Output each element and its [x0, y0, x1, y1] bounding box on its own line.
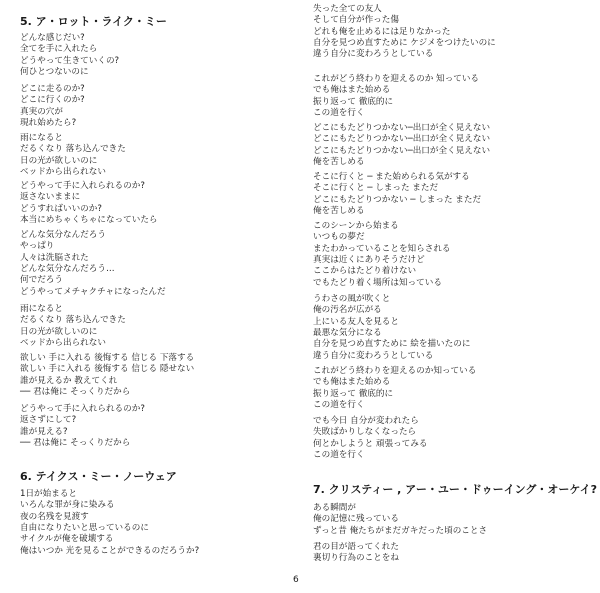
lyric-line: サイクルが俺を破壊する	[20, 534, 114, 545]
lyric-line: そこに行くと ─ しまった まただ	[313, 183, 439, 194]
lyric-line: でもたどり着く場所は知っている	[313, 277, 442, 288]
lyric-line: 俺の汚名が広がる	[313, 305, 382, 316]
song-title: 7. クリスティー , アー・ユー・ドゥーイング・オーケイ?	[313, 483, 597, 496]
lyric-line: どれも俺を止めるには足りなかった	[313, 26, 451, 37]
lyric-line: この道を行く	[313, 449, 365, 460]
lyric-line: どこにもたどりつかない ─ しまった まただ	[313, 194, 482, 205]
lyric-line: 返さないままに	[20, 192, 81, 203]
lyric-line: どこに行くのか?	[20, 95, 85, 106]
lyric-line: 俺を苦しめる	[313, 156, 365, 167]
lyric-line: 1日が始まると	[20, 489, 78, 499]
lyric-line: そこに行くと ─ また始められる気がする	[313, 172, 470, 182]
lyric-line: どんな感じだい?	[20, 33, 85, 43]
lyric-line: ベッドから出られない	[20, 337, 106, 348]
lyric-line: どんな気分なんだろう	[20, 230, 106, 240]
lyric-line: 返さずにして?	[20, 415, 77, 426]
lyric-line: でも俺はまた始める	[313, 85, 391, 96]
lyric-line: 失敗ばかりしなくなったら	[313, 427, 417, 438]
lyric-line: そして自分が作った傷	[313, 15, 399, 26]
lyric-line: 日の光が欲しいのに	[20, 326, 98, 337]
lyric-line: 違う自分に変わろうとしている	[313, 49, 434, 60]
lyric-line: 自分を見つめ直すために 絵を描いたのに	[313, 339, 471, 350]
lyric-line: 俺の記憶に残っている	[313, 514, 399, 525]
lyric-line: ここからはたどり着けない	[313, 266, 417, 277]
lyric-line: でも俺はまた始める	[313, 377, 391, 388]
lyric-line: 何でだろう	[20, 275, 63, 286]
lyric-line: 俺を苦しめる	[313, 205, 365, 216]
lyric-line: 裏切り行為のことをね	[313, 553, 399, 564]
lyric-line: 誰が見えるか 教えてくれ	[20, 375, 118, 386]
lyric-line: これがどう終わりを迎えるのか知っている	[313, 366, 477, 376]
lyric-line: だるくなり 落ち込んできた	[20, 144, 126, 155]
lyric-line: 失った全ての友人	[313, 4, 382, 14]
lyric-line: この道を行く	[313, 399, 365, 410]
lyric-line: 上にいる友人を見ると	[313, 316, 399, 327]
lyric-line: でも今日 自分が変われたら	[313, 416, 419, 426]
lyric-line: 何ひとつないのに	[20, 66, 89, 77]
lyric-line: 現れ始めたら?	[20, 117, 77, 128]
lyric-line: 自由になりたいと思っているのに	[20, 522, 149, 533]
lyric-line: 雨になると	[20, 133, 63, 143]
lyric-line: 欲しい 手に入れる 後悔する 信じる 下落する	[20, 353, 195, 363]
lyric-line: 振り返って 徹底的に	[313, 388, 394, 399]
lyric-line: 何とかしようと 頑張ってみる	[313, 438, 428, 449]
lyric-line: いつもの夢だ	[313, 232, 365, 243]
lyric-line: 全てを手に入れたら	[20, 44, 98, 55]
lyric-line: うわさの風が吹くと	[313, 294, 391, 304]
lyric-line: ある瞬間が	[313, 503, 356, 513]
lyric-line: 最悪な気分になる	[313, 327, 382, 338]
lyric-line: 日の光が欲しいのに	[20, 155, 98, 166]
lyric-line: 真実は近くにありそうだけど	[313, 254, 425, 265]
lyric-line: どうやってメチャクチャになったんだ	[20, 286, 166, 297]
lyric-line: 雨になると	[20, 304, 63, 314]
lyric-line: このシーンから始まる	[313, 221, 399, 231]
lyric-line: どうやって手に入れられるのか?	[20, 404, 145, 414]
lyric-line: どんな気分なんだろう…	[20, 263, 115, 274]
lyric-line: どこにもたどりつかない─出口が全く見えない	[313, 134, 491, 145]
song-title: 5. ア・ロット・ライク・ミー	[20, 15, 167, 28]
lyric-line: ずっと昔 俺たちがまだガキだった頃のことさ	[313, 525, 488, 536]
lyric-line: いろんな罪が身に染みる	[20, 500, 115, 511]
lyric-line: どうすればいいのか?	[20, 203, 102, 214]
lyric-line: どこにもたどりつかない─出口が全く見えない	[313, 123, 491, 133]
lyric-line: これがどう終わりを迎えるのか 知っている	[313, 74, 480, 84]
lyric-line: 欲しい 手に入れる 後悔する 信じる 隠せない	[20, 364, 195, 375]
lyric-line: 真実の穴が	[20, 106, 63, 117]
lyric-line: 本当にめちゃくちゃになっていたら	[20, 214, 158, 225]
lyric-line: どこに走るのか?	[20, 84, 85, 94]
lyric-line: 人々は洗脳された	[20, 252, 89, 263]
lyric-line: ── 君は俺に そっくりだから	[20, 437, 131, 448]
lyric-line: 違う自分に変わろうとしている	[313, 350, 434, 361]
lyric-line: ベッドから出られない	[20, 166, 106, 177]
lyric-line: 俺はいつか 光を見ることができるのだろうか?	[20, 545, 200, 556]
lyric-line: 君の目が語ってくれた	[313, 542, 399, 552]
lyric-line: 自分を見つめ直すために ケジメをつけたいのに	[313, 37, 496, 48]
lyric-line: ── 君は俺に そっくりだから	[20, 386, 131, 397]
lyric-line: どこにもたどりつかない─出口が全く見えない	[313, 145, 491, 156]
lyric-line: どうやって生きていくの?	[20, 55, 120, 66]
lyric-line: だるくなり 落ち込んできた	[20, 315, 126, 326]
lyric-line: どうやって手に入れられるのか?	[20, 181, 145, 191]
lyric-line: やっぱり	[20, 241, 55, 252]
lyric-line: またわかっていることを知らされる	[313, 243, 451, 254]
lyric-line: 誰が見える?	[20, 426, 68, 437]
lyric-line: 夜の名残を見渡す	[20, 511, 89, 522]
song-title: 6. テイクス・ミー・ノーウェア	[20, 470, 177, 483]
lyric-line: 振り返って 徹底的に	[313, 96, 394, 107]
lyric-line: この道を行く	[313, 107, 365, 118]
page-number: 6	[293, 575, 299, 585]
